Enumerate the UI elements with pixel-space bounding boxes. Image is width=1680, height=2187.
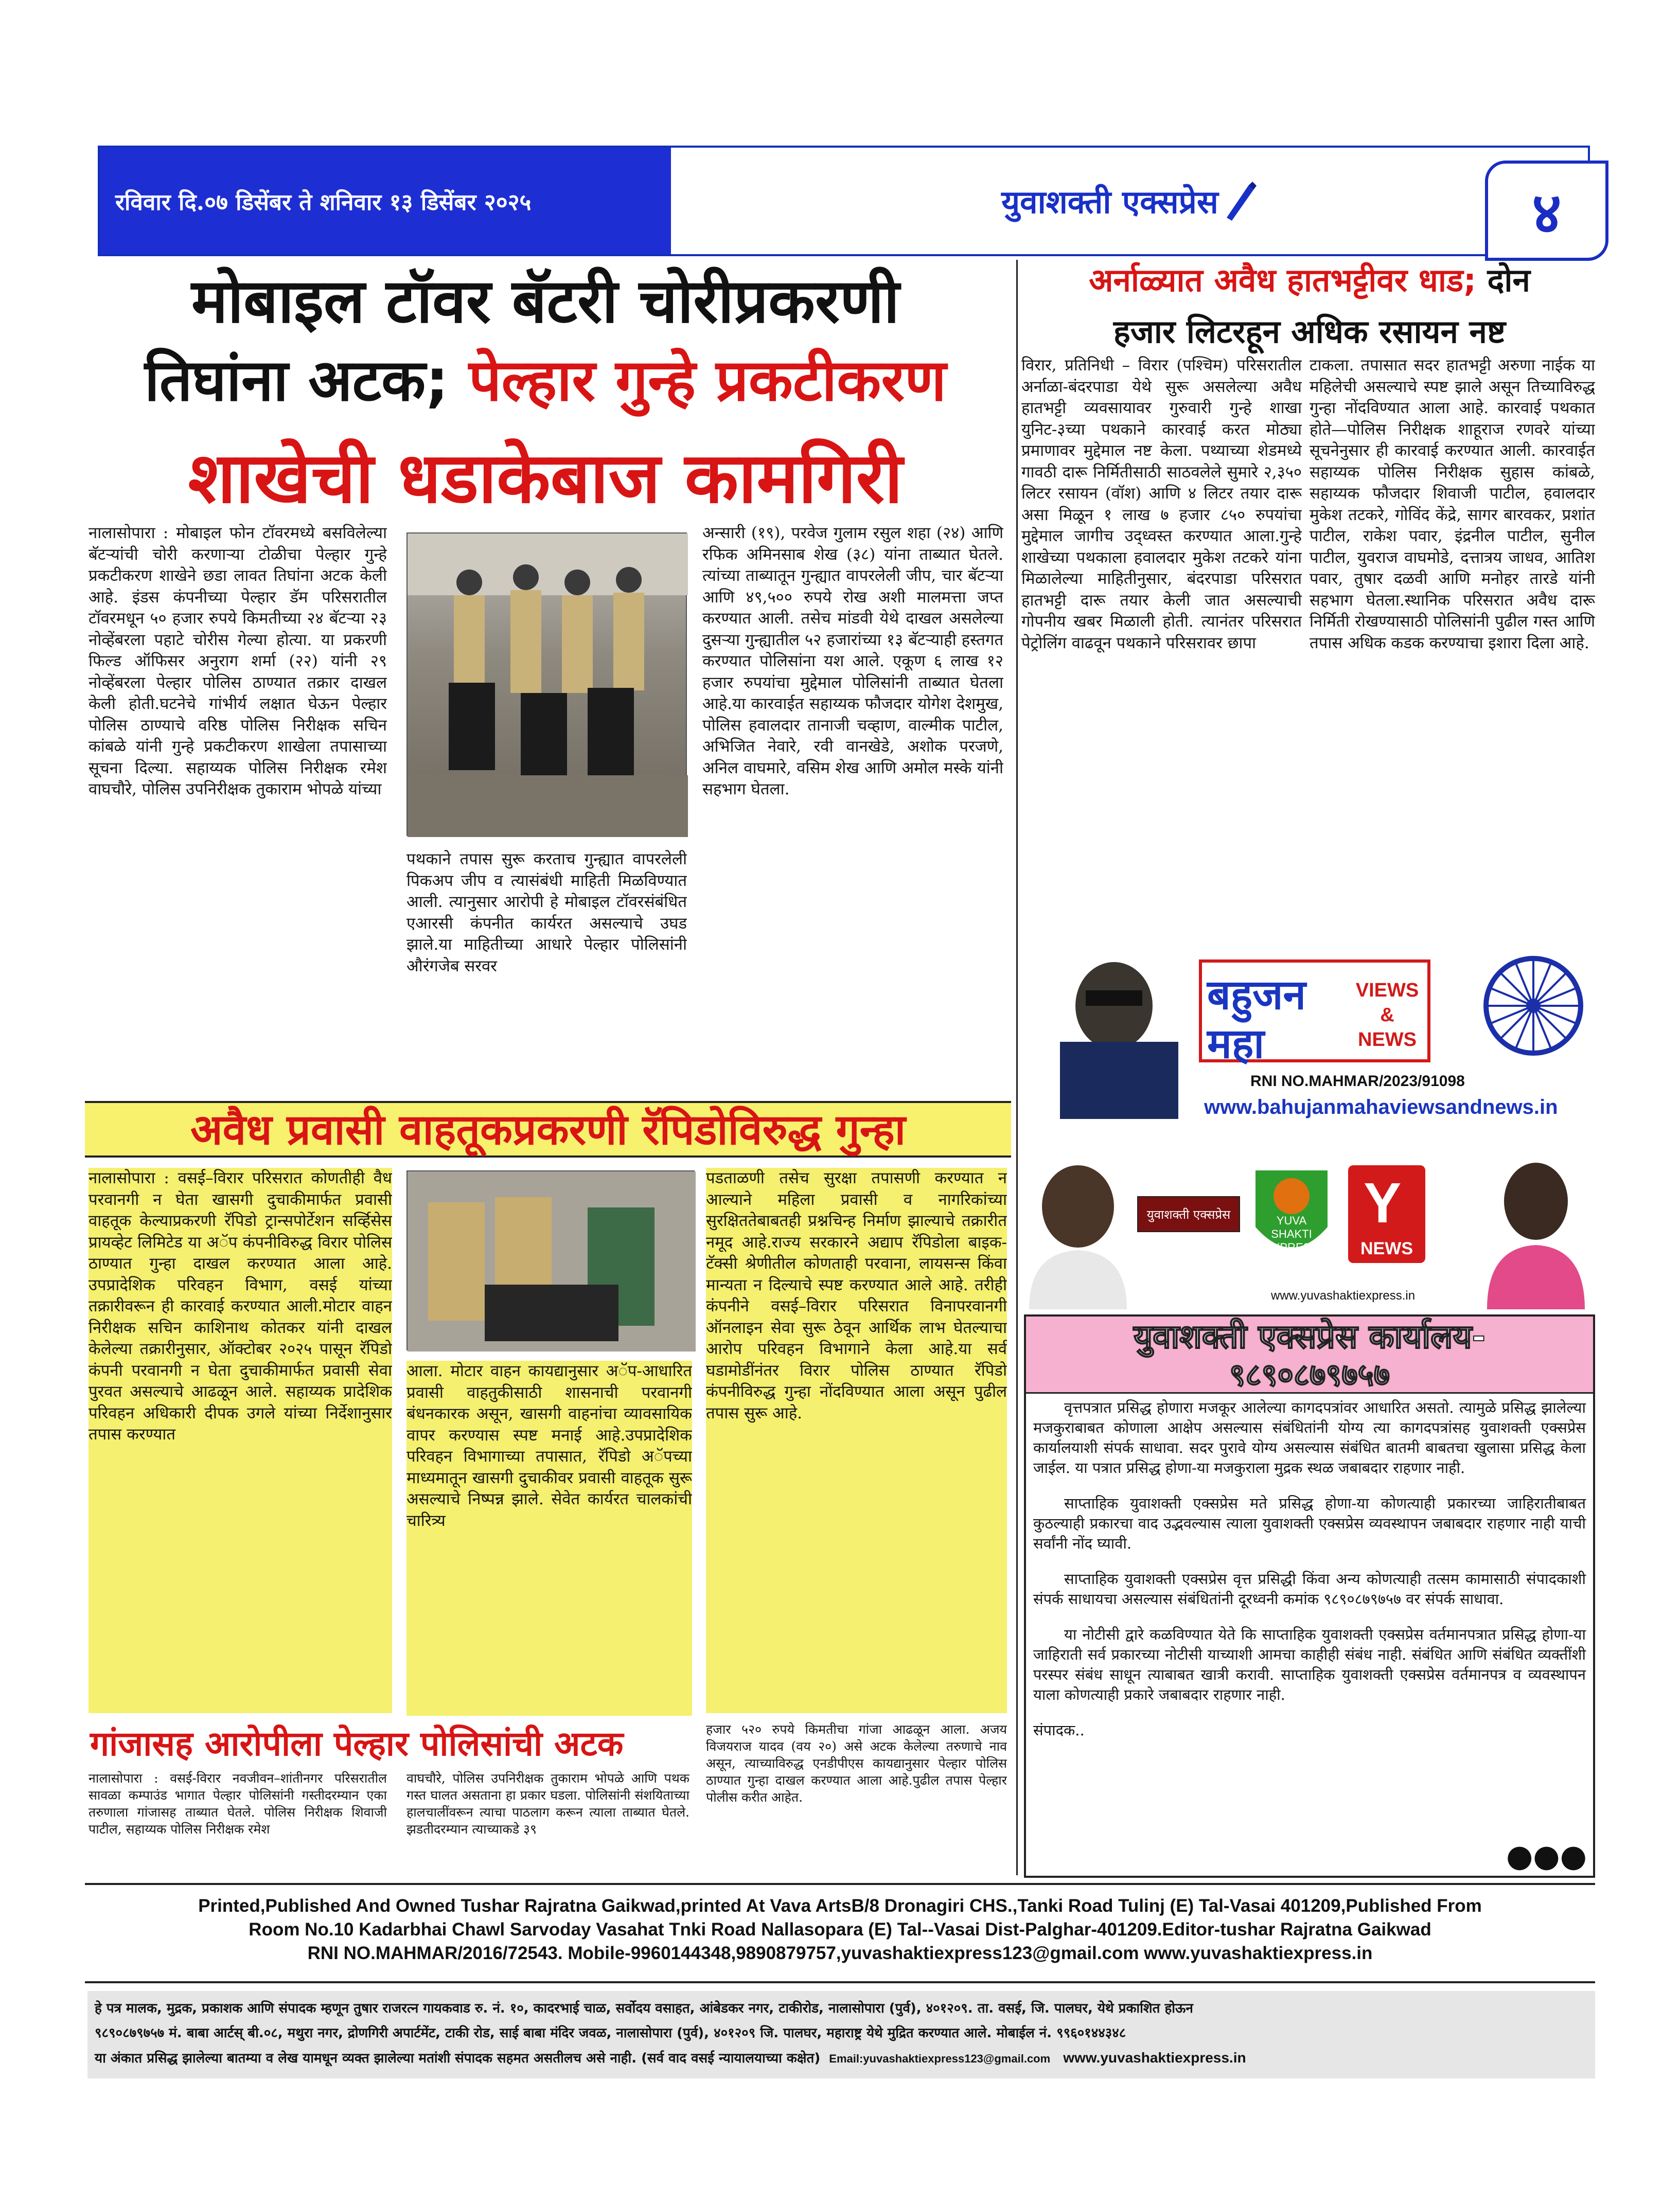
- footer-box: [87, 1991, 1595, 2078]
- footer-line2: ९८९०८७९७५७ मं. बाबा आर्टस् बी.०८, मथुरा नगर, द्रोणगिरी अपार्टमेंट, टाकी रोड, साई बाबा मंदिर जवळ, नालासोपारा (पुर्व), ४०१२०९ जि. पालघर, महाराष्ट्र येथे मुद्रित करण्यात आले. मोबाईल नं. ९९६०१४४३४८: [95, 2025, 1126, 2041]
- police-group-image: [408, 534, 688, 837]
- story2-col1: विरार, प्रतिनिधी – विरार (पश्चिम) परिसरातील अर्नाळा-बंदरपाडा येथे सुरू असलेल्या अवैध हातभट्टी व्यवसायावर गुरुवारी गुन्हे शाखा युनिट-३च्या पथकाने कारवाई करत मोठ्या प्रमाणावर मुद्देमाल नष्ट केला. पथ्याच्या शेडमध्ये गावठी दारू निर्मितीसाठी साठवलेले सुमारे २,३५० लिटर रसायन (वॉश) आणि ४ लिटर तयार दारू असा मिळून १ लाख ७ हजार ८५० रुपयांचा मुद्देमाल जागीच उद्ध्वस्त करण्यात आला.गुन्हे शाखेच्या पथकाला हवालदार मुकेश तटकरे यांना मिळालेल्या माहितीनुसार, बंदरपाडा परिसरात हातभट्टी दारू तयार केली जात असल्याची गोपनीय खबर मिळाली होती. त्यानंतर परिसरात पेट्रोलिंग वाढवून पथकाने परिसरावर छापा: [1021, 356, 1302, 652]
- story1-headline-line2a: तिघांना अटक;: [144, 347, 449, 414]
- office-phone: ९८९०८७९७५७: [1229, 1357, 1390, 1393]
- story1-headline-line2b: पेल्हार गुन्हे प्रकटीकरण: [468, 347, 947, 414]
- footer-line3-row: [95, 2046, 1588, 2071]
- story2-col2: टाकला. तपासात सदर हातभट्टी अरुणा नाईक या महिलेची असल्याचे स्पष्ट झाले असून तिच्याविरुद्ध गुन्हा नोंदविण्यात आला आहे. कारवाई पथकात होते—पोलिस निरीक्षक शाहूराज रणवरे यांच्या सूचनेनुसार ही कारवाई करण्यात आली. कारवाईत सहाय्यक पोलिस निरीक्षक सुहास कांबळे, सहाय्यक फौजदार शिवाजी पाटील, हवालदार मुकेश तटकरे, गोविंद केंद्रे, सागर बारवकर, प्रशांत पाटील, राकेश पवार, इंद्रनील पाटील, सुनील पाटील, युवराज वाघमोडे, दत्तात्रय जाधव, आतिश पवार, तुषार दळवी आणि मनोहर तारडे यांनी सहभाग घेतला.स्थानिक परिसरात अवैध दारू निर्मिती रोखण्यासाठी पोलिसांनी पुढील गस्त आणि तपास अधिक कडक करण्याचा इशारा दिला आहे.: [1310, 356, 1595, 652]
- imprint-box: [85, 1883, 1595, 1983]
- masthead-title: युवाशक्ती एक्सप्रेस: [1001, 183, 1218, 221]
- office-p1: वृत्तपत्रात प्रसिद्ध होणारा मजकूर आलेल्या कागदपत्रांवर आधारित असतो. त्यामुळे प्रसिद्ध झालेल्या मजकुराबाबत कोणाला आक्षेप असल्यास संबंधितांनी योग्य त्या कागदपत्रांसह युवाशक्ती एक्सप्रेस कार्यालयाशी संपर्क साधावा. सदर पुरावे योग्य असल्यास संबंधित बातमी बाबतचा खुलासा प्रसिद्ध केला जाईल. या पत्रात प्रसिद्ध होणा-या मजकुराला मुद्रक स्थळ जबाबदार राहणार नाही.: [1033, 1399, 1586, 1477]
- story3-headline: अवैध प्रवासी वाहतूकप्रकरणी रॅपिडोविरुद्ध गुन्हा: [190, 1106, 906, 1154]
- story1-col1: नालासोपारा : मोबाइल फोन टॉवरमध्ये बसविलेल्या बॅटऱ्यांची चोरी करणाऱ्या टोळीचा पेल्हार गुन्हे प्रकटीकरण शाखेने छडा लावत तिघांना अटक केली आहे. इंडस कंपनीच्या पेल्हार डॅम परिसरातील टॉवरमधून ५० हजार रुपये किमतीच्या २४ बॅटऱ्या २३ नोव्हेंबरला पहाटे चोरीस गेल्या होत्या. या प्रकरणी फिल्ड ऑफिसर अनुराग शर्मा (२२) यांनी २९ नोव्हेंबरला पेल्हार पोलिस ठाण्यात तक्रार दाखल केली होती.घटनेचे गांभीर्य लक्षात घेऊन पेल्हार पोलिस ठाण्याचे वरिष्ठ पोलिस निरीक्षक सचिन कांबळे यांनी गुन्हे प्रकटीकरण शाखेला तपासाच्या सूचना दिल्या. सहाय्यक पोलिस निरीक्षक रमेश वाघचौरे, पोलिस उपनिरीक्षक तुकाराम भोपळे यांच्या: [89, 524, 387, 798]
- story4-col2: वाघचौरे, पोलिस उपनिरीक्षक तुकाराम भोपळे आणि पथक गस्त घालत असताना हा प्रकार घडला. पोलिसांनी संशयिताच्या हालचालींवरून त्याचा पाठलाग करून त्याला ताब्यात घेतले. झडतीदरम्यान त्याच्याकडे ३९: [406, 1771, 689, 1837]
- dots-icon: ●●●: [1506, 1838, 1587, 1874]
- story1-headline-line1: मोबाइल टॉवर बॅटरी चोरीप्रकरणी: [191, 265, 900, 336]
- office-p4: या नोटीसी द्वारे कळविण्यात येते कि साप्ताहिक युवाशक्ती एक्सप्रेस वर्तमानपत्रात प्रसिद्ध होणा-या जाहिराती सर्व प्रकारच्या नोटीसी याच्याशी आमचा काहीही संबंध नाही. संबंधित आणि संबंधित व्यक्तींशी परस्पर संबंध साधून त्याबाबत खात्री करावी. साप्ताहिक युवाशक्ती एक्सप्रेस वर्तमानपत्र व व्यवस्थापन याला कोणत्याही प्रकारे जबाबदार राहणार नाही.: [1033, 1626, 1586, 1703]
- story2-headline-black: दोन: [1487, 261, 1530, 299]
- ashoka-chakra-icon: [1477, 949, 1590, 1062]
- office-box: [1024, 1314, 1595, 1878]
- story1-col3: अन्सारी (१९), परवेज गुलाम रसुल शहा (२४) आणि रफिक अमिनसाब शेख (३८) यांना ताब्यात घेतले. त्यांच्या ताब्यातून गुन्ह्यात वापरलेली जीप, चार बॅटऱ्या आणि ४९,५०० रुपये रोख अशी मालमत्ता जप्त करण्यात आली. तसेच मांडवी येथे दाखल असलेल्या दुसऱ्या गुन्ह्यातील ५२ हजारांच्या १३ बॅटऱ्याही हस्तगत करण्यात पोलिसांना यश आले. एकूण ६ लाख १२ हजार रुपयांचा मुद्देमाल पोलिसांनी ताब्यात घेतला आहे.या कारवाईत सहाय्यक फौजदार योगेश देशमुख, पोलिस हवालदार तानाजी चव्हाण, वाल्मीक पाटील, अभिजित नेवारे, रवी वानखेडे, अशोक परजणे, अनिल वाघमारे, वसिम शेख आणि अमोल मस्के यांनी सहभाग घेतला.: [702, 524, 1003, 798]
- story1-col2: पथकाने तपास सुरू करताच गुन्ह्यात वापरलेली पिकअप जीप व त्यासंबंधी माहिती मिळविण्यात आली. त्यानुसार आरोपी हे मोबाइल टॉवरसंबंधित एआरसी कंपनीत कार्यरत असल्याचे उघड झाले.या माहितीच्या आधारे पेल्हार पोलिसांनी औरंगजेब सरवर: [406, 850, 687, 975]
- bahujan-maha-ad: [1024, 949, 1595, 1134]
- rapido-officers-image: [408, 1171, 696, 1352]
- man-portrait-image: [1024, 1155, 1132, 1309]
- news-logo: [1348, 1165, 1425, 1263]
- date-line: रविवार दि.०७ डिसेंबर ते शनिवार १३ डिसेंबर २०२५: [100, 148, 671, 254]
- views-news: VIEWS & NEWS: [1355, 980, 1419, 1051]
- yuva-text: YUVA SHAKTI EXPRESS: [1265, 1214, 1318, 1254]
- ad1-rni: RNI NO.MAHMAR/2023/91098: [1250, 1073, 1465, 1090]
- story3-col2: आला. मोटार वाहन कायद्यानुसार अॅप-आधारित प्रवासी वाहतुकीसाठी शासनाची परवानगी बंधनकारक असून, खासगी वाहनांचा व्यावसायिक वापर करण्यास स्पष्ट मनाई आहे.उपप्रादेशिक परिवहन विभागाच्या तपासात, रॅपिडो अॅपच्या माध्यमातून खासगी दुचाकीवर प्रवासी वाहतूक सुरू असल्याचे निष्पन्न झाले. सेवेत कार्यरत चालकांची चारित्र्य: [406, 1361, 692, 1716]
- story2-headline-red: अर्नाळ्यात अवैध हातभट्टीवर धाड;: [1089, 261, 1476, 299]
- news-text: NEWS: [1360, 1239, 1413, 1258]
- story1-headline-line2: [82, 345, 1009, 417]
- masthead-bar: [98, 146, 1590, 256]
- story2-headline-line1: [1024, 257, 1595, 304]
- story2-headline-line2: हजार लिटरहून अधिक रसायन नष्ट: [1113, 313, 1506, 350]
- ad2-url: www.yuvashaktiexpress.in: [1271, 1289, 1416, 1303]
- story4-col3: हजार ५२० रुपये किमतीचा गांजा आढळून आला. अजय विजयराज यादव (वय २०) असे अटक केलेल्या तरुणाचे नाव असून, त्याच्याविरुद्ध एनडीपीएस कायद्यानुसार पेल्हार पोलिस ठाण्यात गुन्हा दाखल करण्यात आला आहे.पुढील तपास पेल्हार पोलीस करीत आहेत.: [706, 1722, 1007, 1805]
- story3-col3: पडताळणी तसेच सुरक्षा तपासणी करण्यात न आल्याने महिला प्रवासी व नागरिकांच्या सुरक्षिततेबाबतही प्रश्नचिन्ह निर्माण झाल्याचे तक्रारीत नमूद आहे.राज्य सरकारने अद्याप रॅपिडोला बाइक-टॅक्सी श्रेणीतील कोणताही परवाना, लायसन्स किंवा मान्यता न दिल्याचे स्पष्ट करण्यात आले आहे. तरीही कंपनीने वसई–विरार परिसरात विनापरवानगी ऑनलाइन सेवा सुरू ठेवून आर्थिक लाभ घेतल्याचा आरोप परिवहन विभागाने केला आहे.या सर्व घडामोडींनंतर विरार पोलिस ठाण्यात रॅपिडो कंपनीविरुद्ध गुन्हा नोंदविण्यात आला असून पुढील तपास सुरू आहे.: [706, 1168, 1007, 1713]
- column-divider: [1016, 260, 1018, 1875]
- story1-headline-line3: शाखेची धडाकेबाज कामगिरी: [188, 438, 903, 519]
- ad1-url: www.bahujanmahaviewsandnews.in: [1204, 1096, 1558, 1118]
- footer-line1: हे पत्र मालक, मुद्रक, प्रकाशक आणि संपादक म्हणून तुषार राजरत्न गायकवाड रु. नं. १०, कादरभाई चाळ, सर्वोदय वसाहत, आंबेडकर नगर, टाकीरोड, नालासोपारा (पुर्व), ४०१२०९. ता. वसई, जि. पालघर, येथे प्रकाशित होऊन: [95, 2001, 1193, 2016]
- brand-a: बहुजन: [1207, 971, 1306, 1019]
- story4-col1: नालासोपारा : वसई-विरार नवजीवन–शांतीनगर परिसरातील सावळा कम्पाउंड भागात पेल्हार पोलिसांनी गस्तीदरम्यान एका तरुणाला गांजासह ताब्यात घेतले. पोलिस निरीक्षक शिवाजी पाटील, सहाय्यक पोलिस निरीक्षक रमेश: [89, 1771, 387, 1837]
- office-p2: साप्ताहिक युवाशक्ती एक्सप्रेस मते प्रसिद्ध होणा-या कोणत्याही प्रकारच्या जाहिरातीबाबत कुठल्याही प्रकारचा वाद उद्भवल्यास त्याला युवाशक्ती एक्सप्रेस व्यवस्थापन जबाबदार राहणार नाही याची सर्वांनी नोंद घ्यावी.: [1033, 1495, 1586, 1552]
- story3-headline-box: [85, 1101, 1011, 1158]
- pen-icon: [1222, 181, 1258, 222]
- bahujan-logo: [1199, 959, 1430, 1068]
- imprint-line2: Room No.10 Kadarbhai Chawl Sarvoday Vasahat Tnki Road Nallasopara (E) Tal--Vasai Dist-Palghar-401209.Editor-tushar Rajratna Gaikwad: [249, 1919, 1431, 1940]
- office-title: युवाशक्ती एक्सप्रेस कार्यालय-: [1133, 1318, 1486, 1356]
- story4-headline: गांजासह आरोपीला पेल्हार पोलिसांची अटक: [90, 1724, 624, 1764]
- y-letter-icon: Y: [1364, 1171, 1402, 1235]
- brand-b: महा: [1207, 1020, 1265, 1068]
- footer-web: www.yuvashaktiexpress.in: [1063, 2050, 1246, 2066]
- imprint-line1: Printed,Published And Owned Tushar Rajratna Gaikwad,printed At Vava ArtsB/8 Dronagiri CHS.,Tanki Road Tulinj (E) Tal-Vasai 401209,Published From: [198, 1896, 1482, 1916]
- masthead: [671, 148, 1588, 254]
- yuvashakti-ad: [1024, 1155, 1595, 1309]
- woman-portrait-image: [1477, 1155, 1595, 1309]
- office-header: [1026, 1317, 1593, 1394]
- footer-line3: या अंकात प्रसिद्ध झालेल्या बातम्या व लेख यामधून व्यक्त झालेल्या मतांशी संपादक सहमत असतीलच असे नाही. (सर्व वाद वसई न्यायालयाच्या कक्षेत): [95, 2051, 821, 2066]
- page-number: ४: [1485, 161, 1608, 261]
- footer-email: Email:yuvashaktiexpress123@gmail.com: [829, 2052, 1051, 2065]
- imprint-line3: RNI NO.MAHMAR/2016/72543. Mobile-9960144348,9890879757,yuvashaktiexpress123@gmail.com www.yuvashaktiexpress.in: [307, 1943, 1373, 1963]
- office-sign: संपादक..: [1033, 1721, 1085, 1739]
- ad2-label: युवाशक्ती एक्सप्रेस: [1137, 1196, 1240, 1232]
- story1-photo: [406, 532, 687, 836]
- yuva-logo: [1250, 1165, 1333, 1268]
- office-body: [1026, 1394, 1593, 1745]
- office-p3: साप्ताहिक युवाशक्ती एक्सप्रेस वृत्त प्रसिद्धी किंवा अन्य कोणत्याही तत्सम कामासाठी संपादकाशी संपर्क साधायचा असल्यास संबंधितांनी दूरध्वनी कमांक ९८९०८७९७५७ वर संपर्क साधावा.: [1033, 1570, 1586, 1608]
- story3-col1: नालासोपारा : वसई–विरार परिसरात कोणतीही वैध परवानगी न घेता खासगी दुचाकीमार्फत प्रवासी वाहतूक केल्याप्रकरणी रॅपिडो ट्रान्सपोर्टेशन सर्व्हिसेस प्रायव्हेट लिमिटेड या अॅप कंपनीविरुद्ध विरार पोलिस ठाण्यात गुन्हा दाखल करण्यात आला आहे. उपप्रादेशिक परिवहन विभाग, वसई यांच्या तक्रारीवरून ही कारवाई करण्यात आली.मोटार वाहन निरीक्षक सचिन काशिनाथ कोतकर यांनी दाखल केलेल्या तक्रारीनुसार, ऑक्टोबर २०२५ पासून रॅपिडो कंपनी परवानगी न घेता दुचाकीमार्फत प्रवासी सेवा पुरवत असल्याचे आढळून आले. सहाय्यक प्रादेशिक परिवहन अधिकारी दीपक उगले यांच्या निर्देशानुसार तपास करण्यात: [89, 1168, 392, 1713]
- portrait-image: [1029, 954, 1199, 1119]
- story3-photo: [406, 1170, 695, 1350]
